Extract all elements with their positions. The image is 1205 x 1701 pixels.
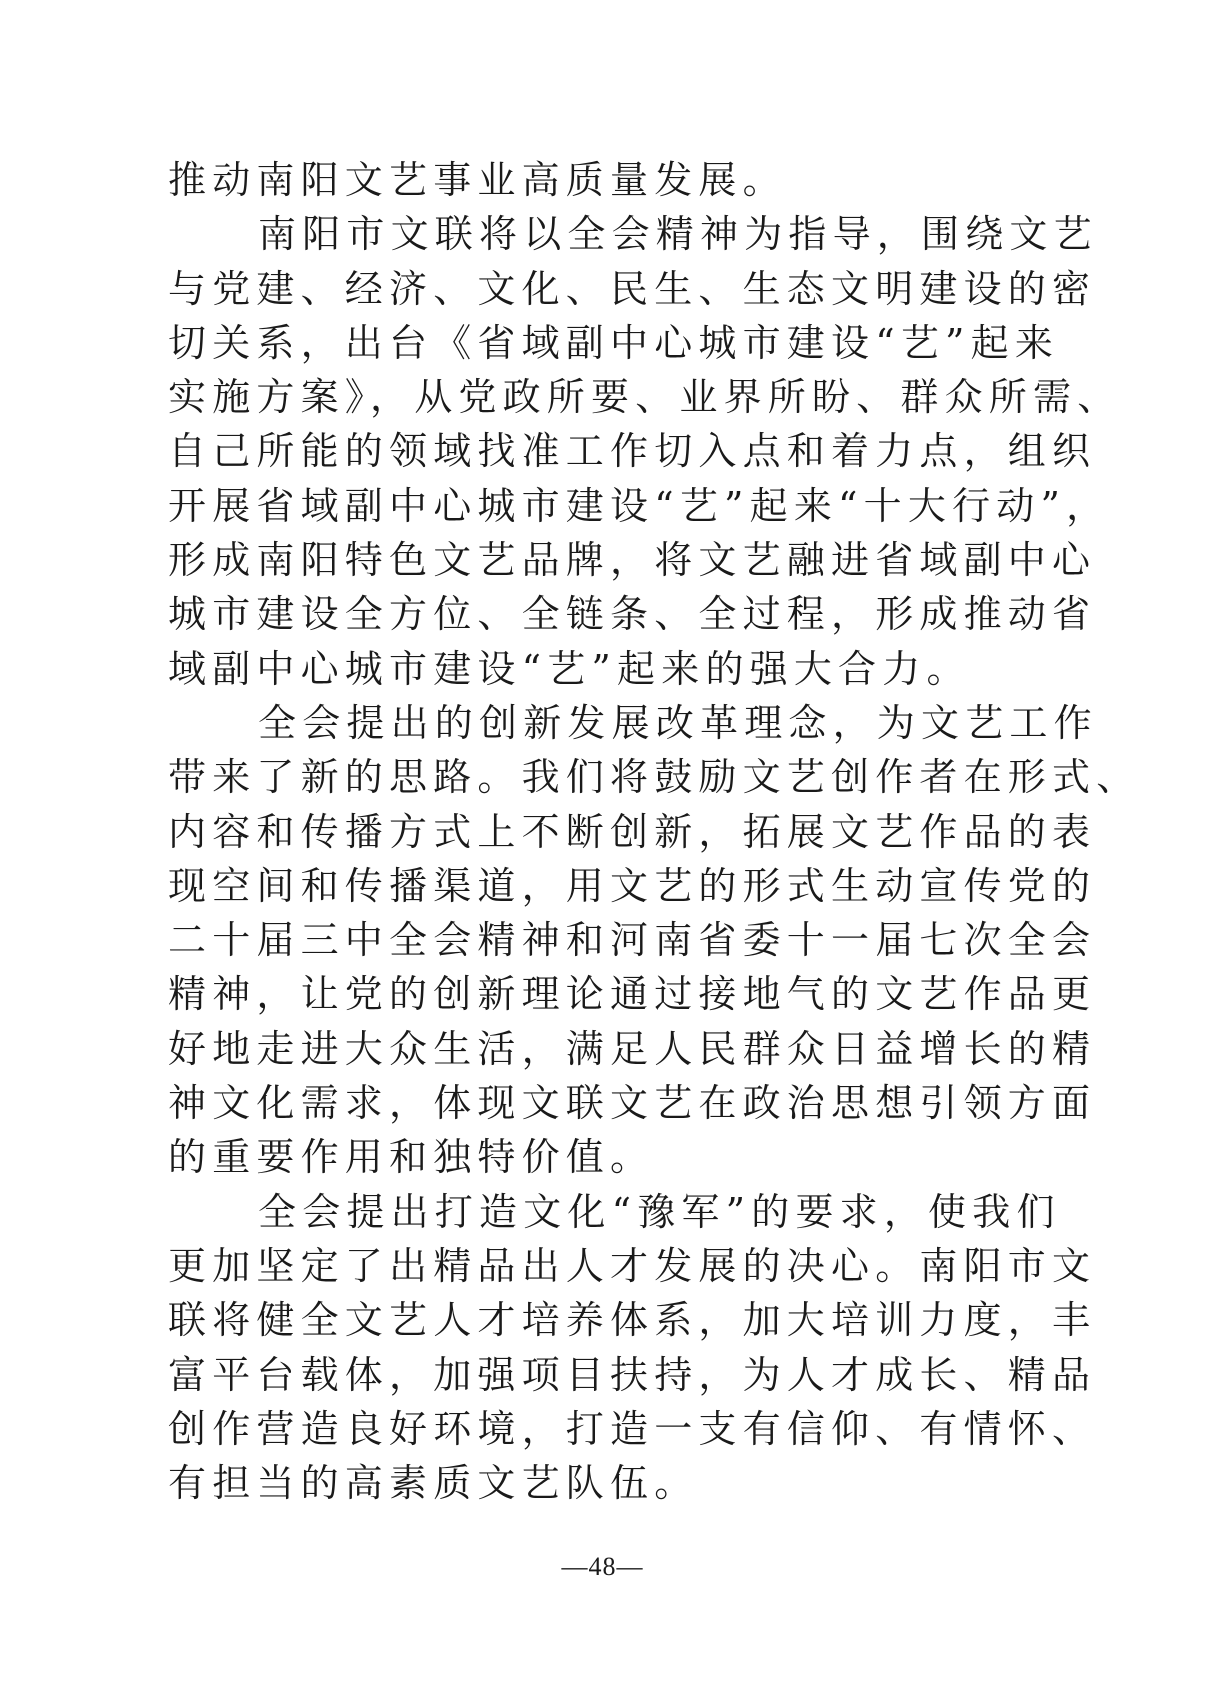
text-line: 自己所能的领域找准工作切入点和着力点，组织	[168, 429, 1097, 474]
page-number: —48—	[561, 1552, 644, 1581]
paragraph	[168, 153, 1028, 207]
text-line: 创作营造良好环境，打造一支有信仰、有情怀、	[168, 1406, 1097, 1451]
text-line: 全会提出打造文化“豫军”的要求，使我们	[258, 1189, 1061, 1234]
text-line: 城市建设全方位、全链条、全过程，形成推动省	[168, 592, 1097, 637]
text-line: 实施方案》，从党政所要、业界所盼、群众所需、	[168, 375, 1122, 420]
text-line: 带来了新的思路。我们将鼓励文艺创作者在形式、	[168, 755, 1141, 800]
text-line: 现空间和传播渠道，用文艺的形式生动宣传党的	[168, 863, 1097, 908]
text-line: 有担当的高素质文艺队伍。	[168, 1461, 699, 1506]
text-line: 与党建、经济、文化、民生、生态文明建设的密	[168, 266, 1097, 311]
text-line: 形成南阳特色文艺品牌，将文艺融进省域副中心	[168, 538, 1097, 583]
text-line: 二十届三中全会精神和河南省委十一届七次全会	[168, 918, 1097, 963]
text-line: 联将健全文艺人才培养体系，加大培训力度，丰	[168, 1298, 1097, 1343]
paragraph	[168, 696, 1141, 1185]
text-line: 好地走进大众生活，满足人民群众日益增长的精	[168, 1026, 1097, 1071]
text-line: 内容和传播方式上不断创新，拓展文艺作品的表	[168, 809, 1097, 854]
text-line: 更加坚定了出精品出人才发展的决心。南阳市文	[168, 1243, 1097, 1288]
text-line: 神文化需求，体现文联文艺在政治思想引领方面	[168, 1081, 1097, 1126]
text-line: 富平台载体，加强项目扶持，为人才成长、精品	[168, 1352, 1097, 1397]
text-line: 切关系，出台《省域副中心城市建设“艺”起来	[168, 320, 1060, 365]
paragraph	[168, 1185, 1097, 1511]
document-body	[168, 153, 1141, 1510]
text-line: 域副中心城市建设“艺”起来的强大合力。	[168, 646, 971, 691]
text-line: 南阳市文联将以全会精神为指导，围绕文艺	[258, 212, 1098, 257]
text-line: 开展省域副中心城市建设“艺”起来“十大行动”，	[168, 483, 1111, 528]
paragraph	[168, 207, 1122, 696]
text-line: 的重要作用和独特价值。	[168, 1135, 655, 1180]
text-line: 推动南阳文艺事业高质量发展。	[168, 158, 787, 202]
text-line: 全会提出的创新发展改革理念，为文艺工作	[258, 700, 1098, 745]
text-line: 精神，让党的创新理论通过接地气的文艺作品更	[168, 972, 1097, 1017]
